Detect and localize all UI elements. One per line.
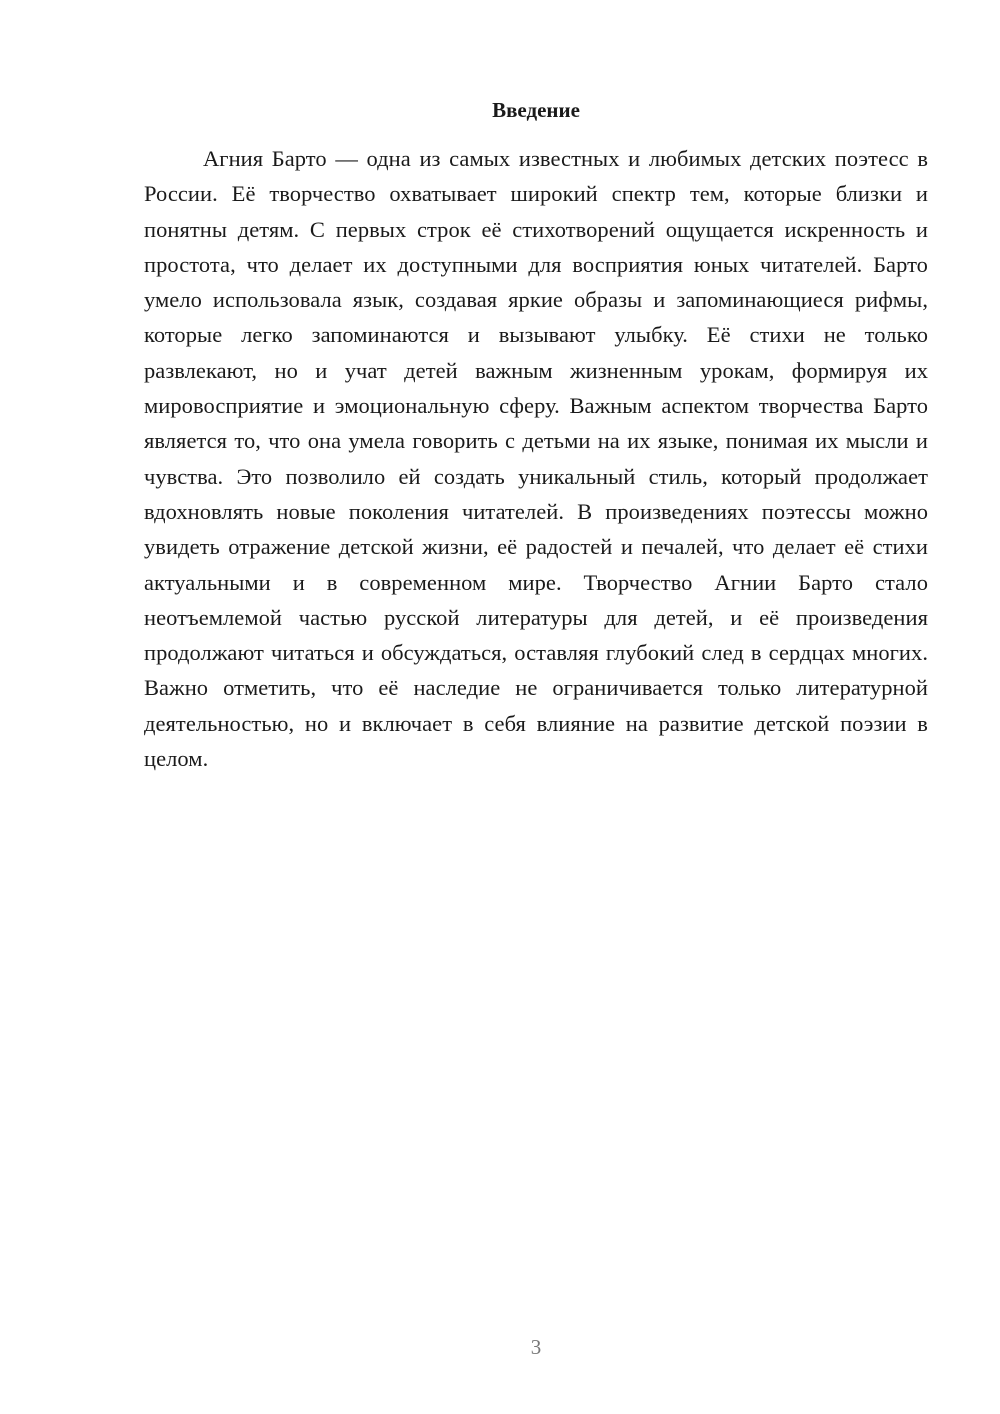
- page-number: 3: [530, 1335, 542, 1359]
- section-heading: Введение: [492, 98, 580, 122]
- body-paragraph: Агния Барто — одна из самых известных и любимых детских поэтесс в России. Её творчество охватывает широкий спектр тем, которые близки и понятны детям. С первых строк её стихотворений ощущается искренность и простота, что делает их доступными для восприятия юных читателей. Барто умело использовала язык, создавая яркие образы и запоминающиеся рифмы, которые легко запоминаются и вызывают улыбку. Её стихи не только развлекают, но и учат детей важным жизненным урокам, формируя их мировосприятие и эмоциональную сферу. Важным аспектом творчества Барто является то, что она умела говорить с детьми на их языке, понимая их мысли и чувства. Это позволило ей создать уникальный стиль, который продолжает вдохновлять новые поколения читателей. В произведениях поэтессы можно увидеть отражение детской жизни, её радостей и печалей, что делает её стихи актуальными и в современном мире. Творчество Агнии Барто стало неотъемлемой частью русской литературы для детей, и её произведения продолжают читаться и обсуждаться, оставляя глубокий след в сердцах многих. Важно отметить, что её наследие не ограничивается только литературной деятельностью, но и включает в себя влияние на развитие детской поэзии в целом.: [144, 146, 928, 772]
